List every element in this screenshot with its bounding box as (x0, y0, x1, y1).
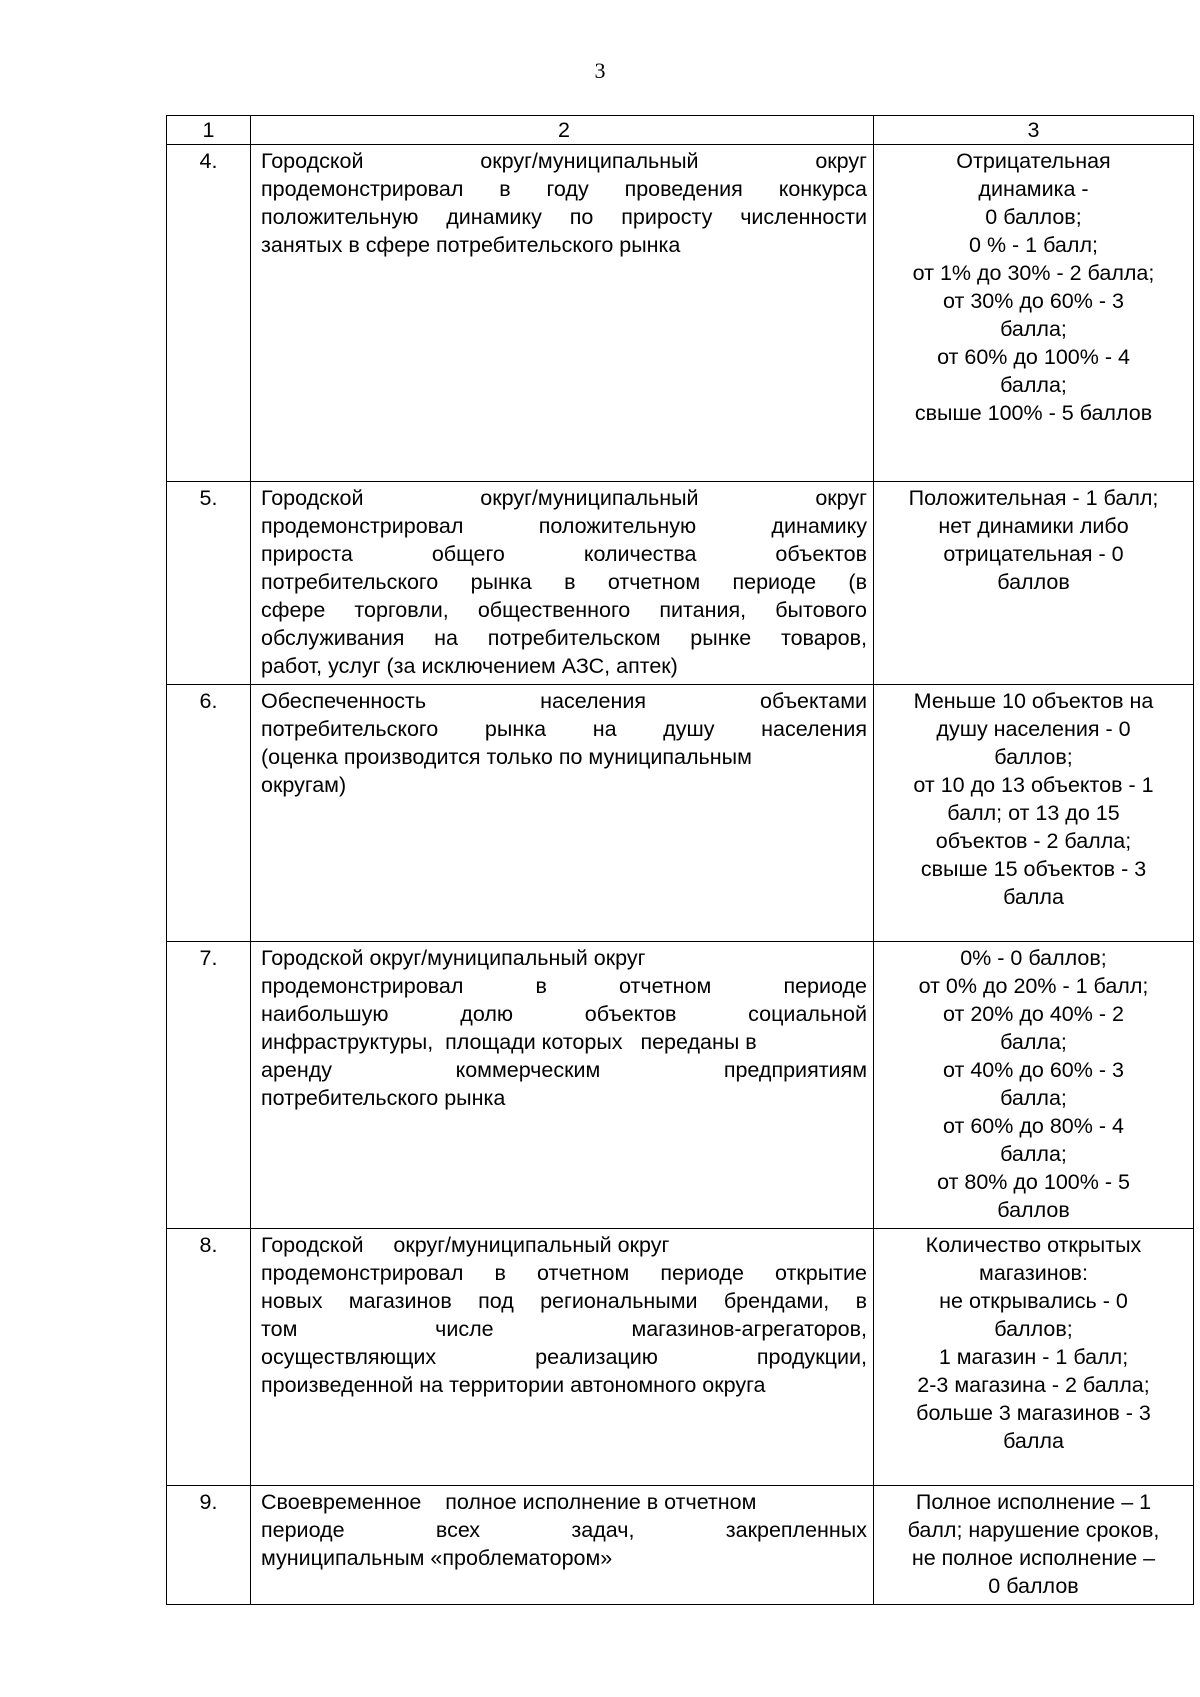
score-line: Полное исполнение – 1 (915, 1490, 1152, 1514)
score-line: 2-3 магазина - 2 балла; (917, 1373, 1150, 1397)
row-number: 9. (167, 1486, 251, 1605)
criterion-line: произведенной на территории автономного округа (261, 1373, 766, 1397)
score-line: от 30% до 60% - 3 (943, 289, 1124, 313)
table-row (167, 685, 1194, 942)
criteria-table (166, 115, 1194, 1605)
score-cell (874, 482, 1194, 685)
table-row (167, 482, 1194, 685)
score-line: баллов (997, 570, 1070, 594)
score-line: магазинов: (979, 1261, 1088, 1285)
score-line: от 80% до 100% - 5 (937, 1170, 1130, 1194)
score-line: отрицательная - 0 (943, 542, 1124, 566)
criterion-line: Городской округ/муниципальный округ (261, 1233, 670, 1257)
criterion-line: периоде всех задач, закрепленных (261, 1518, 867, 1542)
criterion-line: Городской округ/муниципальный округ (261, 486, 867, 510)
criterion-line: осуществляющих реализацию продукции, (261, 1345, 867, 1369)
row-number: 7. (167, 942, 251, 1229)
table-row (167, 145, 1194, 482)
criterion-line: Городской округ/муниципальный округ (261, 149, 867, 173)
header-col-1: 1 (167, 116, 251, 145)
score-line: балла; (1000, 373, 1067, 397)
score-line: баллов (997, 1198, 1070, 1222)
criterion-line: продемонстрировал в году проведения конкурса (261, 177, 867, 201)
criterion-cell (251, 1486, 874, 1605)
table-row (167, 1486, 1194, 1605)
score-line: 0 % - 1 балл; (969, 233, 1098, 257)
criterion-line: продемонстрировал положительную динамику (261, 514, 867, 538)
score-line: нет динамики либо (938, 514, 1129, 538)
score-line: балла; (1000, 1030, 1067, 1054)
score-cell (874, 685, 1194, 942)
score-line: динамика - (978, 177, 1089, 201)
score-line: душу населения - 0 (936, 717, 1131, 741)
criterion-cell (251, 1229, 874, 1486)
score-line: не открывались - 0 (939, 1289, 1128, 1313)
score-cell (874, 1486, 1194, 1605)
score-line: балл; от 13 до 15 (947, 801, 1120, 825)
criterion-line: занятых в сфере потребительского рынка (261, 233, 681, 257)
criterion-cell (251, 145, 874, 482)
criterion-line: округам) (261, 773, 347, 797)
score-line: объектов - 2 балла; (935, 829, 1132, 853)
criterion-line: продемонстрировал в отчетном периоде (261, 974, 867, 998)
table-header-row (167, 116, 1194, 145)
criterion-line: прироста общего количества объектов (261, 542, 867, 566)
row-number: 8. (167, 1229, 251, 1486)
criterion-cell (251, 685, 874, 942)
row-number: 5. (167, 482, 251, 685)
page-number: 3 (594, 58, 606, 83)
table-row (167, 1229, 1194, 1486)
criterion-line: потребительского рынка (261, 1086, 506, 1110)
score-line: 0% - 0 баллов; (960, 946, 1107, 970)
score-line: баллов; (994, 745, 1073, 769)
score-line: от 60% до 100% - 4 (937, 345, 1130, 369)
score-line: балла; (1000, 317, 1067, 341)
score-line: от 40% до 60% - 3 (943, 1058, 1124, 1082)
criterion-line: муниципальным «проблематором» (261, 1546, 613, 1570)
criterion-line: Городской округ/муниципальный округ (261, 946, 646, 970)
score-line: балла; (1000, 1142, 1067, 1166)
score-line: балла (1003, 885, 1064, 909)
criterion-line: Своевременное полное исполнение в отчетном (261, 1490, 757, 1514)
score-line: свыше 15 объектов - 3 (920, 857, 1147, 881)
score-line: от 60% до 80% - 4 (943, 1114, 1124, 1138)
score-cell (874, 1229, 1194, 1486)
criterion-line: положительную динамику по приросту численности (261, 205, 867, 229)
score-line: от 1% до 30% - 2 балла; (912, 261, 1155, 285)
table-row (167, 942, 1194, 1229)
header-col-3: 3 (874, 116, 1194, 145)
score-line: Отрицательная (956, 149, 1111, 173)
criterion-line: (оценка производится только по муниципальным (261, 745, 752, 769)
criterion-line: том числе магазинов-агрегаторов, (261, 1317, 867, 1341)
criterion-cell (251, 482, 874, 685)
criterion-line: продемонстрировал в отчетном периоде открытие (261, 1261, 867, 1285)
score-line: Меньше 10 объектов на (913, 689, 1154, 713)
score-line: больше 3 магазинов - 3 (916, 1401, 1151, 1425)
criterion-line: Обеспеченность населения объектами (261, 689, 867, 713)
score-line: 1 магазин - 1 балл; (938, 1345, 1129, 1369)
criterion-line: обслуживания на потребительском рынке товаров, (261, 626, 867, 650)
criterion-line: потребительского рынка на душу населения (261, 717, 867, 741)
score-line: балл; нарушение сроков, (907, 1518, 1160, 1542)
score-line: 0 баллов (988, 1574, 1079, 1598)
score-cell (874, 942, 1194, 1229)
score-line: баллов; (994, 1317, 1073, 1341)
score-line: от 10 до 13 объектов - 1 (913, 773, 1154, 797)
criterion-line: новых магазинов под региональными брендами, в (261, 1289, 867, 1313)
criterion-line: сфере торговли, общественного питания, бытового (261, 598, 867, 622)
row-number: 4. (167, 145, 251, 482)
criterion-cell (251, 942, 874, 1229)
score-line: Положительная - 1 балл; (908, 486, 1159, 510)
score-line: 0 баллов; (985, 205, 1082, 229)
score-line: от 0% до 20% - 1 балл; (918, 974, 1149, 998)
header-col-2: 2 (251, 116, 874, 145)
score-line: балла (1003, 1429, 1064, 1453)
score-cell (874, 145, 1194, 482)
score-line: не полное исполнение – (911, 1546, 1156, 1570)
score-line: от 20% до 40% - 2 (943, 1002, 1124, 1026)
criterion-line: аренду коммерческим предприятиям (261, 1058, 867, 1082)
criterion-line: наибольшую долю объектов социальной (261, 1002, 867, 1026)
score-line: балла; (1000, 1086, 1067, 1110)
row-number: 6. (167, 685, 251, 942)
criterion-line: работ, услуг (за исключением АЗС, аптек) (261, 654, 678, 678)
score-line: Количество открытых (925, 1233, 1142, 1257)
criterion-line: потребительского рынка в отчетном периоде (в (261, 570, 867, 594)
criterion-line: инфраструктуры, площади которых переданы в (261, 1030, 757, 1054)
score-line: свыше 100% - 5 баллов (914, 401, 1153, 425)
